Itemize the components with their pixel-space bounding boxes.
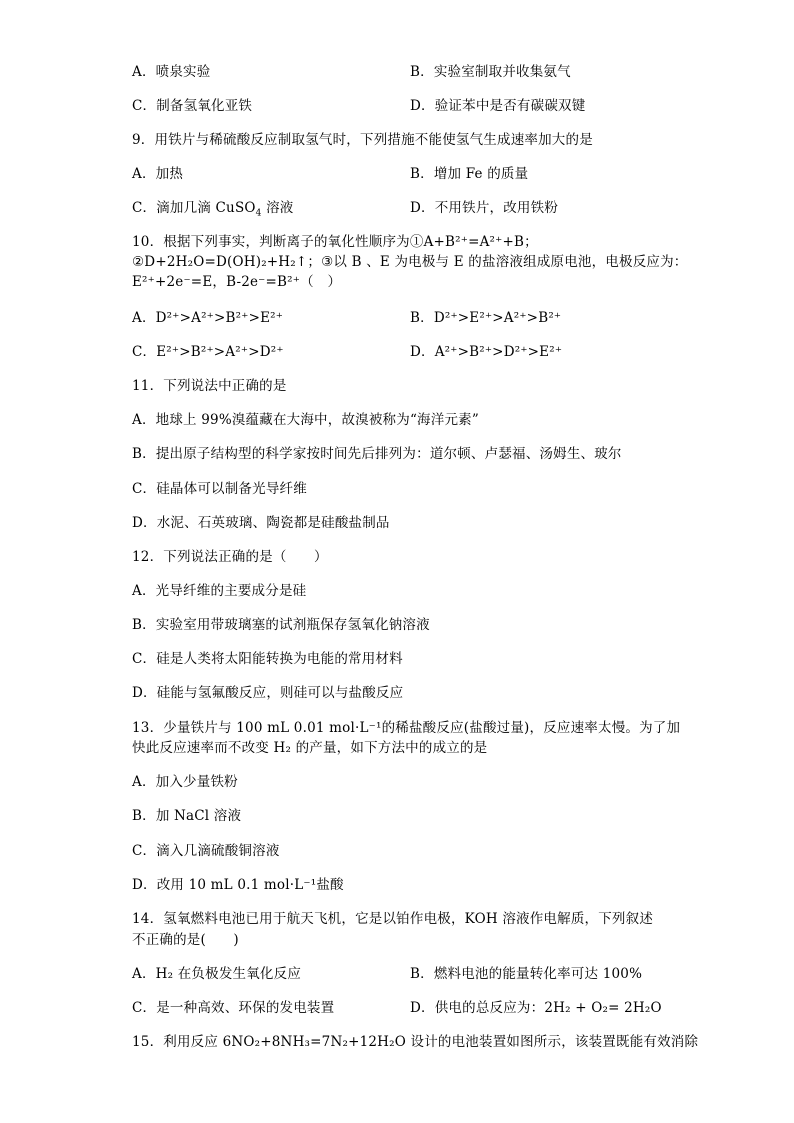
q11-option-a: A．地球上 99%溴蕴藏在大海中，故溴被称为“海洋元素”	[132, 412, 479, 428]
q10-option-b: B．D²⁺>E²⁺>A²⁺>B²⁺	[410, 310, 562, 326]
q14-option-b: B．燃料电池的能量转化率可达 100%	[410, 966, 643, 982]
q12-option-c: C．硅是人类将太阳能转换为电能的常用材料	[132, 651, 403, 667]
q10-option-c: C．E²⁺>B²⁺>A²⁺>D²⁺	[132, 344, 284, 360]
q13-option-c: C．滴入几滴硫酸铜溶液	[132, 843, 280, 859]
q11-option-b: B．提出原子结构型的科学家按时间先后排列为：道尔顿、卢瑟福、汤姆生、玻尔	[132, 446, 622, 462]
q8-option-c: C．制备氢氧化亚铁	[132, 98, 253, 114]
q13-stem-line2: 快此反应速率而不改变 H₂ 的产量，如下方法中的成立的是	[132, 740, 488, 756]
q14-option-c: C．是一种高效、环保的发电装置	[132, 1000, 335, 1016]
q8-option-d: D．验证苯中是否有碳碳双键	[410, 98, 586, 114]
q14-stem-line2: 不正确的是( )	[132, 932, 239, 948]
q8-option-b: B．实验室制取并收集氨气	[410, 64, 571, 80]
q12-option-a: A．光导纤维的主要成分是硅	[132, 583, 307, 599]
q14-option-d: D．供电的总反应为：2H₂ + O₂= 2H₂O	[410, 1000, 662, 1016]
q12-option-b: B．实验室用带玻璃塞的试剂瓶保存氢氧化钠溶液	[132, 617, 430, 633]
q10-stem-line2: ②D+2H₂O=D(OH)₂+H₂↑；③以 B 、E 为电极与 E 的盐溶液组成原电池，电极反应为：	[132, 254, 688, 270]
q9-option-d: D．不用铁片，改用铁粉	[410, 200, 559, 216]
q11-option-c: C．硅晶体可以制备光导纤维	[132, 481, 307, 497]
q8-option-a: A．喷泉实验	[132, 64, 211, 80]
q11-stem: 11．下列说法中正确的是	[132, 378, 287, 394]
q15-stem-line1: 15．利用反应 6NO₂+8NH₃=7N₂+12H₂O 设计的电池装置如图所示，该装置既能有效消除	[132, 1034, 699, 1050]
q13-option-b: B．加 NaCl 溶液	[132, 808, 242, 824]
q10-option-a: A．D²⁺>A²⁺>B²⁺>E²⁺	[132, 310, 284, 326]
q9-option-c: C．滴加几滴 CuSO$_4$ 溶液	[132, 200, 294, 219]
q10-stem-line3: E²⁺+2e⁻=E，B-2e⁻=B²⁺（ ）	[132, 274, 342, 290]
q14-stem-line1: 14．氢氧燃料电池已用于航天飞机，它是以铂作电极，KOH 溶液作电解质，下列叙述	[132, 911, 654, 927]
q10-option-d: D．A²⁺>B²⁺>D²⁺>E²⁺	[410, 344, 563, 360]
q9-stem: 9．用铁片与稀硫酸反应制取氢气时，下列措施不能使氢气生成速率加大的是	[132, 132, 593, 148]
q12-option-d: D．硅能与氢氟酸反应，则硅可以与盐酸反应	[132, 685, 404, 701]
q13-stem-line1: 13．少量铁片与 100 mL 0.01 mol·L⁻¹的稀盐酸反应(盐酸过量)，反应速率太慢。为了加	[132, 720, 681, 736]
q9-option-a: A．加热	[132, 166, 184, 182]
q11-option-d: D．水泥、石英玻璃、陶瓷都是硅酸盐制品	[132, 515, 390, 531]
q13-option-a: A．加入少量铁粉	[132, 774, 238, 790]
q12-stem: 12．下列说法正确的是（ ）	[132, 549, 328, 565]
q9-option-b: B．增加 Fe 的质量	[410, 166, 529, 182]
q13-option-d: D．改用 10 mL 0.1 mol·L⁻¹盐酸	[132, 877, 344, 893]
q10-stem-line1: 10．根据下列事实，判断离子的氧化性顺序为①A+B²⁺=A²⁺+B；	[132, 234, 538, 250]
q14-option-a: A．H₂ 在负极发生氧化反应	[132, 966, 302, 982]
